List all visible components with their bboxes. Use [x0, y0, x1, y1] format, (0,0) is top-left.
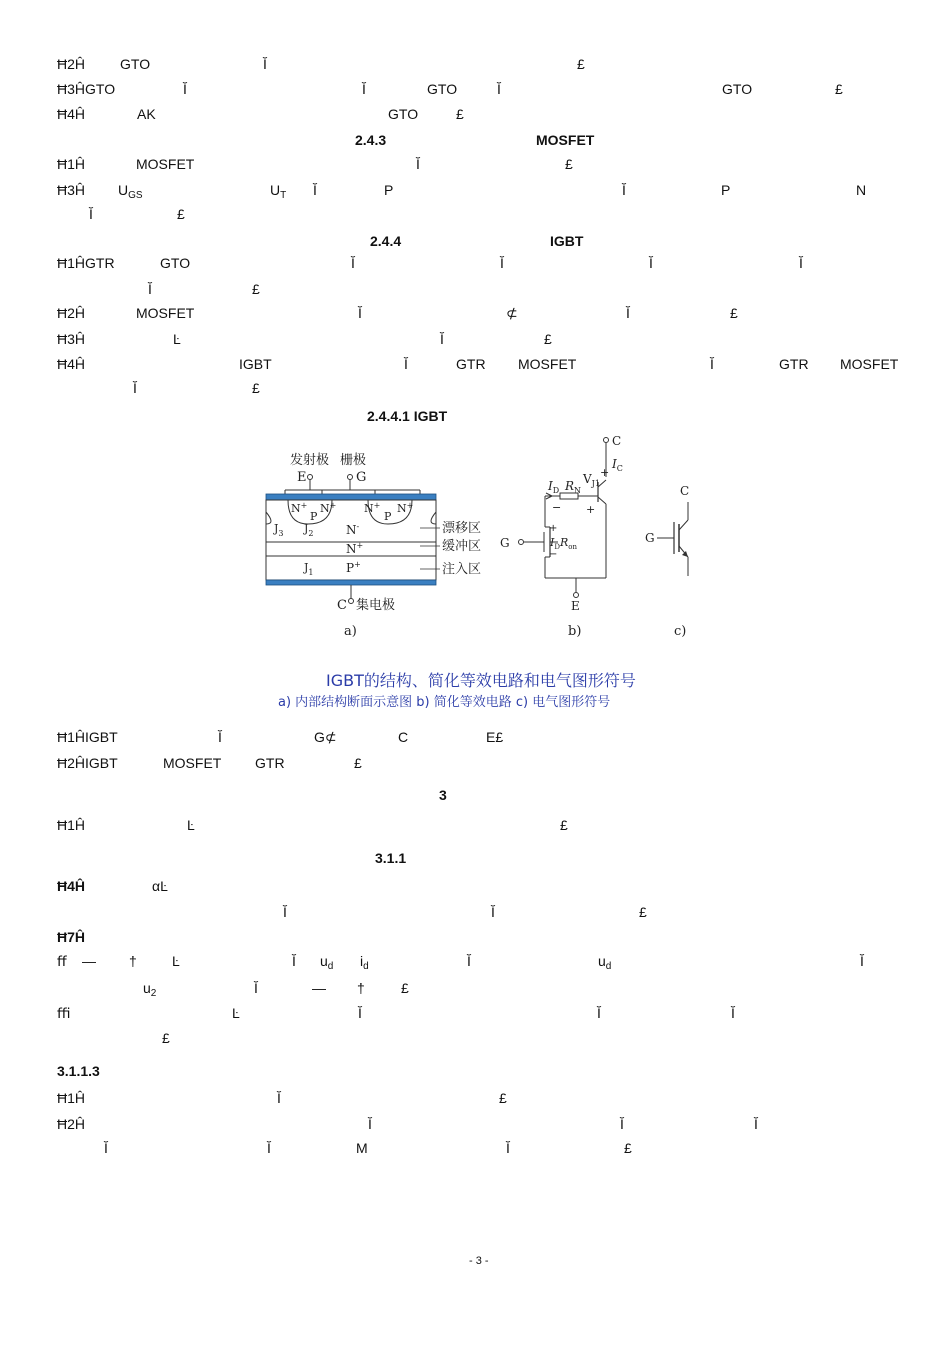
zone-inject-label: 注入区 [442, 562, 482, 577]
current-ic-label: $I_C$ [612, 457, 623, 473]
text-fragment: Ĭ [491, 904, 495, 920]
terminal-e-label: E [297, 470, 307, 485]
text-fragment: MOSFET [840, 356, 899, 372]
text-fragment: — [82, 953, 96, 969]
text-fragment: Ħ2ĤIGBT [57, 755, 118, 771]
text-fragment: Ĭ [754, 1116, 758, 1132]
text-line [0, 1029, 950, 1049]
text-fragment: $U_T$ [270, 182, 287, 201]
text-fragment: 2.4.3 [355, 132, 387, 148]
text-fragment: 2.4.4.1 IGBT [367, 408, 448, 424]
text-fragment: $u_d$ [320, 953, 334, 972]
text-fragment: Ħ1ĤIGBT [57, 729, 118, 745]
text-fragment: Ħ1Ĥ [57, 817, 86, 833]
text-line [0, 80, 950, 100]
text-line [0, 816, 950, 836]
text-fragment: ﬀ [57, 953, 67, 969]
text-line [0, 1089, 950, 1109]
text-fragment: αĿ [152, 878, 168, 894]
text-fragment: - 3 - [469, 1255, 489, 1267]
gate-label: 栅极 [340, 453, 367, 468]
text-fragment: £ [639, 904, 647, 920]
voltage-idron-label: $I_DR_{on}$ [550, 536, 578, 551]
text-fragment: GTO [160, 255, 191, 271]
text-fragment: AK [137, 106, 156, 122]
text-fragment: Ĭ [358, 305, 362, 321]
text-fragment: £ [544, 331, 552, 347]
text-fragment: Ħ2Ĥ [57, 1116, 86, 1132]
text-fragment: Ĭ [277, 1090, 281, 1106]
text-line [0, 379, 950, 399]
text-fragment: Ĭ [148, 281, 152, 297]
text-fragment: Ŀ [187, 817, 195, 833]
text-line [0, 304, 950, 324]
minus-sign-left: − [552, 501, 562, 514]
text-fragment: Ħ2Ĥ [57, 305, 86, 321]
text-line [0, 877, 950, 897]
zone-buffer-label: 缓冲区 [442, 539, 482, 554]
text-fragment: Ĭ [500, 255, 504, 271]
text-fragment: 3.1.1 [375, 850, 407, 866]
igbt-equivalent-circuit [500, 434, 623, 639]
text-fragment: Ħ3ĤGTO [57, 81, 116, 97]
text-line [0, 786, 950, 806]
terminal-c-label-c: C [680, 484, 690, 498]
text-fragment: Ħ4Ĥ [57, 356, 86, 372]
emitter-label: 发射极 [290, 453, 330, 468]
region-n-buffer: N+ [346, 541, 364, 556]
text-fragment: £ [354, 755, 362, 771]
text-fragment: Ĭ [622, 182, 626, 198]
text-fragment: Ħ4Ĥ [57, 878, 86, 894]
text-fragment: C [398, 729, 409, 745]
text-line [0, 55, 950, 75]
figure-caption-sub: a) 内部结构断面示意图 b) 简化等效电路 c) 电气图形符号 [278, 695, 611, 710]
panel-b-label: b) [568, 624, 582, 639]
text-fragment: GTO [120, 56, 151, 72]
region-p-left: P [310, 510, 318, 523]
text-fragment: † [357, 980, 365, 996]
text-fragment: — [312, 980, 326, 996]
text-fragment: GTR [255, 755, 285, 771]
text-fragment: Ĭ [263, 56, 267, 72]
collector-label: 集电极 [356, 598, 396, 613]
text-fragment: Ĭ [860, 953, 864, 969]
text-fragment: MOSFET [536, 132, 595, 148]
text-fragment: Ĭ [497, 81, 501, 97]
text-fragment: Ĭ [731, 1005, 735, 1021]
text-fragment: GTO [427, 81, 458, 97]
text-fragment: Ĭ [183, 81, 187, 97]
text-fragment: 3.1.1.3 [57, 1063, 100, 1079]
text-fragment: £ [162, 1030, 170, 1046]
text-fragment: £ [835, 81, 843, 97]
text-fragment: Ĭ [649, 255, 653, 271]
text-fragment: Ĭ [362, 81, 366, 97]
text-fragment: GTO [722, 81, 753, 97]
text-fragment: Ĭ [292, 953, 296, 969]
text-fragment: ﬃ [57, 1005, 71, 1021]
text-fragment: MOSFET [163, 755, 222, 771]
text-fragment: Ĭ [104, 1140, 108, 1156]
text-fragment: 3 [439, 787, 447, 803]
text-fragment: £ [499, 1090, 507, 1106]
text-fragment: Ĭ [358, 1005, 362, 1021]
text-line [0, 903, 950, 923]
text-line [0, 330, 950, 350]
igbt-symbol [645, 484, 689, 639]
text-line [0, 928, 950, 948]
region-n-plus-mid: N+ [320, 501, 337, 515]
text-fragment: Ħ1ĤGTR [57, 255, 115, 271]
plus-sign-top: + [600, 466, 610, 479]
text-fragment: Ĭ [467, 953, 471, 969]
text-line [0, 155, 950, 175]
text-fragment: 2.4.4 [370, 233, 402, 249]
text-line [0, 849, 950, 869]
text-fragment: £ [565, 156, 573, 172]
resistor-rn-label: $R_N$ [565, 479, 582, 495]
text-fragment: Ĭ [626, 305, 630, 321]
text-line [0, 1115, 950, 1135]
terminal-g-label: G [356, 470, 367, 485]
text-fragment: G⊄ [314, 729, 337, 745]
text-fragment: Ŀ [172, 953, 180, 969]
text-line [0, 105, 950, 125]
text-fragment: £ [577, 56, 585, 72]
text-fragment: Ĭ [254, 980, 258, 996]
text-fragment: Ĭ [351, 255, 355, 271]
text-fragment: Ħ7Ĥ [57, 929, 86, 945]
region-p-right: P [384, 510, 392, 523]
text-fragment: Ħ4Ĥ [57, 106, 86, 122]
text-fragment: IGBT [239, 356, 272, 372]
text-fragment: £ [624, 1140, 632, 1156]
text-fragment: Ĭ [710, 356, 714, 372]
text-fragment: Ħ2Ĥ [57, 56, 86, 72]
text-fragment: MOSFET [518, 356, 577, 372]
text-fragment: Ĭ [218, 729, 222, 745]
text-fragment: $u_d$ [598, 953, 612, 972]
text-fragment: £ [252, 380, 260, 396]
text-fragment: Ĭ [620, 1116, 624, 1132]
junction-j1: $J_1$ [304, 561, 314, 577]
text-fragment: £ [730, 305, 738, 321]
region-n-plus-left: N+ [291, 501, 308, 515]
text-fragment: IGBT [550, 233, 584, 249]
text-line [0, 280, 950, 300]
text-fragment: N [856, 182, 867, 198]
text-line [0, 181, 950, 201]
text-fragment: £ [560, 817, 568, 833]
panel-c-label: c) [674, 624, 687, 639]
text-fragment: E£ [486, 729, 504, 745]
igbt-figure [260, 432, 700, 717]
region-n-plus-right1: N+ [364, 501, 381, 515]
text-fragment: P [721, 182, 731, 198]
text-fragment: Ħ3Ĥ [57, 331, 86, 347]
text-line [0, 1252, 950, 1272]
igbt-cross-section [266, 452, 481, 639]
junction-j3: $J_3$ [274, 522, 284, 538]
text-fragment: ⊄ [506, 305, 518, 321]
text-line [0, 232, 950, 252]
text-fragment: GTO [388, 106, 419, 122]
text-fragment: P [384, 182, 394, 198]
text-fragment: Ĭ [267, 1140, 271, 1156]
text-line [0, 754, 950, 774]
text-fragment: MOSFET [136, 305, 195, 321]
text-line [0, 1062, 950, 1082]
text-fragment: GTR [456, 356, 486, 372]
text-fragment: Ħ1Ĥ [57, 1090, 86, 1106]
text-fragment: Ħ1Ĥ [57, 156, 86, 172]
text-fragment: MOSFET [136, 156, 195, 172]
region-n-plus-right2: N+ [397, 501, 414, 515]
text-fragment: M [356, 1140, 368, 1156]
minus-sign-mosfet: − [549, 549, 558, 560]
text-fragment: Ĭ [416, 156, 420, 172]
text-fragment: Ĭ [597, 1005, 601, 1021]
text-fragment: $i_d$ [360, 953, 369, 972]
text-fragment: Ħ3Ĥ [57, 182, 86, 198]
text-fragment: Ĭ [368, 1116, 372, 1132]
text-fragment: £ [456, 106, 464, 122]
text-fragment: GTR [779, 356, 809, 372]
panel-a-label: a) [344, 624, 357, 639]
text-fragment: Ĭ [404, 356, 408, 372]
text-fragment: £ [177, 206, 185, 222]
text-fragment: $u_2$ [143, 980, 157, 999]
plus-sign-right: + [586, 503, 596, 516]
terminal-c-label-b: C [612, 434, 622, 448]
text-fragment: † [129, 953, 137, 969]
region-p-plus: P+ [346, 560, 361, 575]
text-line [0, 407, 950, 427]
text-fragment: Ŀ [173, 331, 181, 347]
terminal-g-label-b: G [500, 536, 510, 550]
text-fragment: Ĭ [313, 182, 317, 198]
voltage-vj1-label: $V_{J1}$ [583, 472, 600, 488]
text-fragment: Ĭ [440, 331, 444, 347]
text-fragment: Ĭ [89, 206, 93, 222]
text-line [0, 355, 950, 375]
text-line [0, 979, 950, 999]
text-line [0, 1139, 950, 1159]
text-fragment: £ [252, 281, 260, 297]
region-n-minus: N- [346, 522, 360, 537]
text-fragment: Ĭ [799, 255, 803, 271]
terminal-c-label-a: C [337, 598, 347, 613]
junction-j2: $J_2$ [304, 522, 314, 538]
terminal-g-label-c: G [645, 531, 655, 545]
text-line [0, 728, 950, 748]
text-line [0, 952, 950, 972]
text-fragment: Ĭ [506, 1140, 510, 1156]
figure-caption-title: IGBT的结构、简化等效电路和电气图形符号 [326, 671, 636, 690]
text-line [0, 131, 950, 151]
terminal-e-label-b: E [571, 599, 580, 613]
zone-drift-label: 漂移区 [442, 521, 482, 536]
current-id-label: $I_D$ [548, 479, 560, 495]
text-fragment: Ŀ [232, 1005, 240, 1021]
plus-sign-mosfet: + [549, 523, 558, 534]
text-line [0, 254, 950, 274]
text-fragment: $U_{GS}$ [118, 182, 143, 201]
text-line [0, 1004, 950, 1024]
text-line [0, 205, 950, 225]
text-fragment: Ĭ [133, 380, 137, 396]
text-fragment: Ĭ [283, 904, 287, 920]
text-fragment: £ [401, 980, 409, 996]
